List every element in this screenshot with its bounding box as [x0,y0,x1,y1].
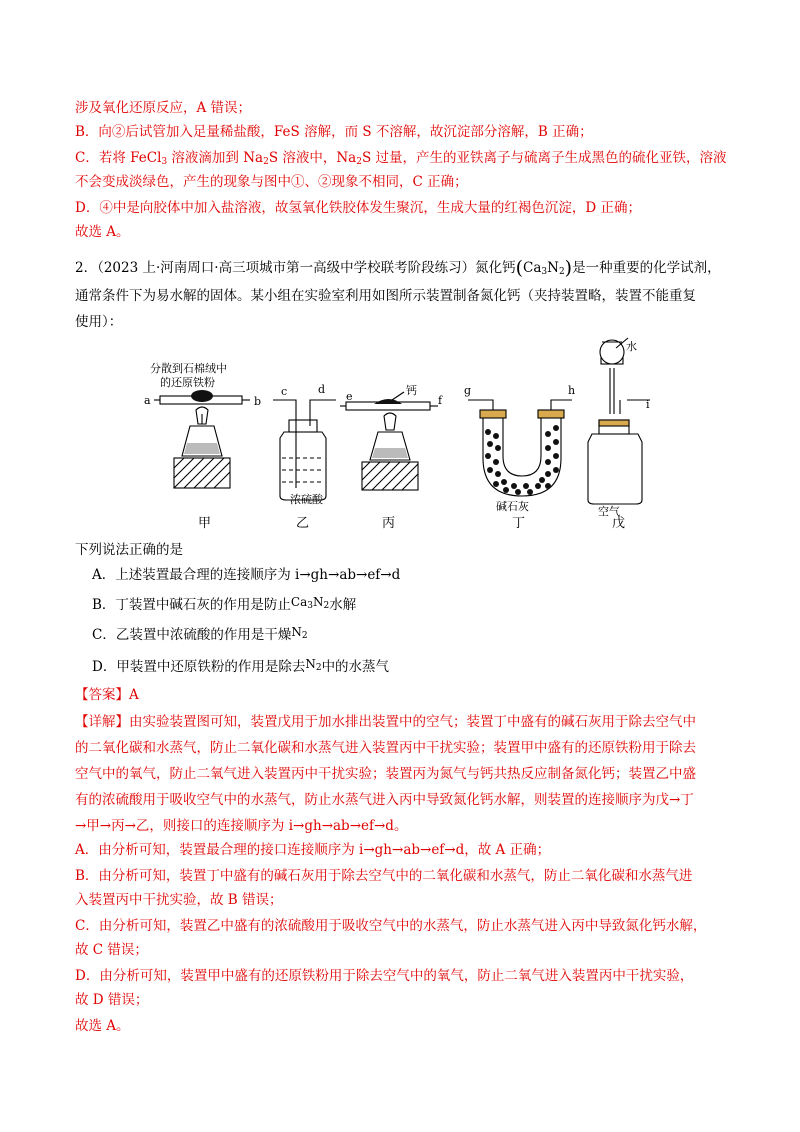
answer-line: 【答案】A [75,687,139,703]
apparatus-ding [468,400,572,496]
answer-conclusion: 故选 A。 [75,1018,130,1034]
option-d: D．甲装置中还原铁粉的作用是除去$N_2$中的水蒸气 [92,657,390,675]
prev-solution-option-c-line-2: 不会变成淡绿色，产生的现象与图中①、②现象不相同，C 正确； [75,174,468,190]
detail-line-1: 【详解】由实验装置图可知，装置戊用于加水排出装置中的空气；装置丁中盛有的碱石灰用于除去空气中 [75,714,696,730]
port-c-label: c [281,385,288,398]
port-i-label: i [646,398,650,411]
ding-caption: 丁 [512,516,526,531]
detail-line-4: 有的浓硫酸用于吸收空气中的水蒸气，防止水蒸气进入丙中导致氮化钙水解，则装置的连接顺序为戊→丁 [75,792,694,808]
analysis-b-line-2: 入装置丙中干扰实验，故 B 错误； [75,892,283,908]
prev-solution-option-b: B．向②后试管加入足量稀盐酸，FeS 溶解，而 S 不溶解，故沉淀部分溶解，B 正确； [75,124,593,140]
calcium-label: 钙 [406,384,417,397]
port-a-label: a [144,394,151,407]
detail-line-2: 的二氧化碳和水蒸气，防止二氧化碳和水蒸气进入装置丙中干扰实验；装置甲中盛有的还原铁粉用于除去 [75,740,696,756]
ding-reagent-label: 碱石灰 [496,500,529,513]
iron-caption-2: 的还原铁粉 [160,376,215,389]
prev-solution-option-d: D．④中是向胶体中加入盐溶液，故氢氧化铁胶体发生聚沉，生成大量的红褐色沉淀，D 正确； [75,200,641,216]
apparatus-yi [273,400,336,500]
analysis-c-line-1: C．由分析可知，装置乙中盛有的浓硫酸用于吸收空气中的水蒸气，防止水蒸气进入丙中导致氮化钙水解， [75,918,707,934]
question-line-1: 2．（2023 上·河南周口·高三项城市第一高级中学校联考阶段练习）氮化钙$(Ca_3N_2)$是一种重要的化学试剂， [75,257,721,279]
prev-solution-line-1: 涉及氧化还原反应，A 错误； [75,100,252,116]
port-h-label: h [568,384,576,397]
water-label: 水 [626,340,637,353]
port-d-label: d [318,383,326,396]
apparatus-jia [154,390,250,488]
port-f-label: f [438,394,443,407]
jia-caption: 甲 [198,516,212,531]
prev-solution-option-c-line-1: C．若将 FeCl$_3$ 溶液滴加到 $Na_2S$ 溶液中，$Na_2S$ 过量，产生的亚铁离子与硫离子生成黑色的硫化亚铁，溶液 [75,150,727,167]
apparatus-figure [140,328,680,528]
option-c: C．乙装置中浓硫酸的作用是干燥$N_2$ [92,625,308,643]
question-line-3: 使用）： [75,314,123,330]
wu-caption: 戊 [612,516,626,531]
yi-reagent-label: 浓硫酸 [290,493,323,506]
option-b: B．丁装置中碱石灰的作用是防止$Ca_3N_2$水解 [92,595,357,613]
analysis-a: A．由分析可知，装置最合理的接口连接顺序为 i→gh→ab→ef→d，故 A 正确； [75,842,551,858]
prev-solution-conclusion: 故选 A。 [75,224,130,240]
analysis-d-line-1: D．由分析可知，装置甲中盛有的还原铁粉用于除去空气中的氧气，防止二氧气进入装置丙中干扰实验， [75,968,694,984]
bing-caption: 丙 [382,516,396,531]
apparatus-bing [340,392,438,490]
iron-caption-1: 分散到石棉绒中 [150,362,227,375]
option-a: A．上述装置最合理的连接顺序为 i→gh→ab→ef→d [92,567,401,583]
analysis-d-line-2: 故 D 错误； [75,992,149,1008]
wu-reagent-label: 空气 [598,505,620,518]
apparatus-wu [588,338,650,504]
question-line-2: 通常条件下为易水解的固体。某小组在实验室利用如图所示装置制备氮化钙（夹持装置略，装置不能重复 [75,288,696,304]
port-b-label: b [254,395,262,408]
port-e-label: e [346,390,353,403]
yi-caption: 乙 [296,516,310,531]
analysis-c-line-2: 故 C 错误； [75,942,148,958]
question-stem: 下列说法正确的是 [75,542,183,558]
detail-line-3: 空气中的氧气，防止二氧气进入装置丙中干扰实验；装置丙为氮气与钙共热反应制备氮化钙；装置乙中盛 [75,766,696,782]
port-g-label: g [464,384,472,397]
analysis-b-line-1: B．由分析可知，装置丁中盛有的碱石灰用于除去空气中的二氧化碳和水蒸气，防止二氧化碳和水蒸气进 [75,868,693,884]
detail-line-5: →甲→丙→乙，则接口的连接顺序为 i→gh→ab→ef→d。 [75,818,408,834]
